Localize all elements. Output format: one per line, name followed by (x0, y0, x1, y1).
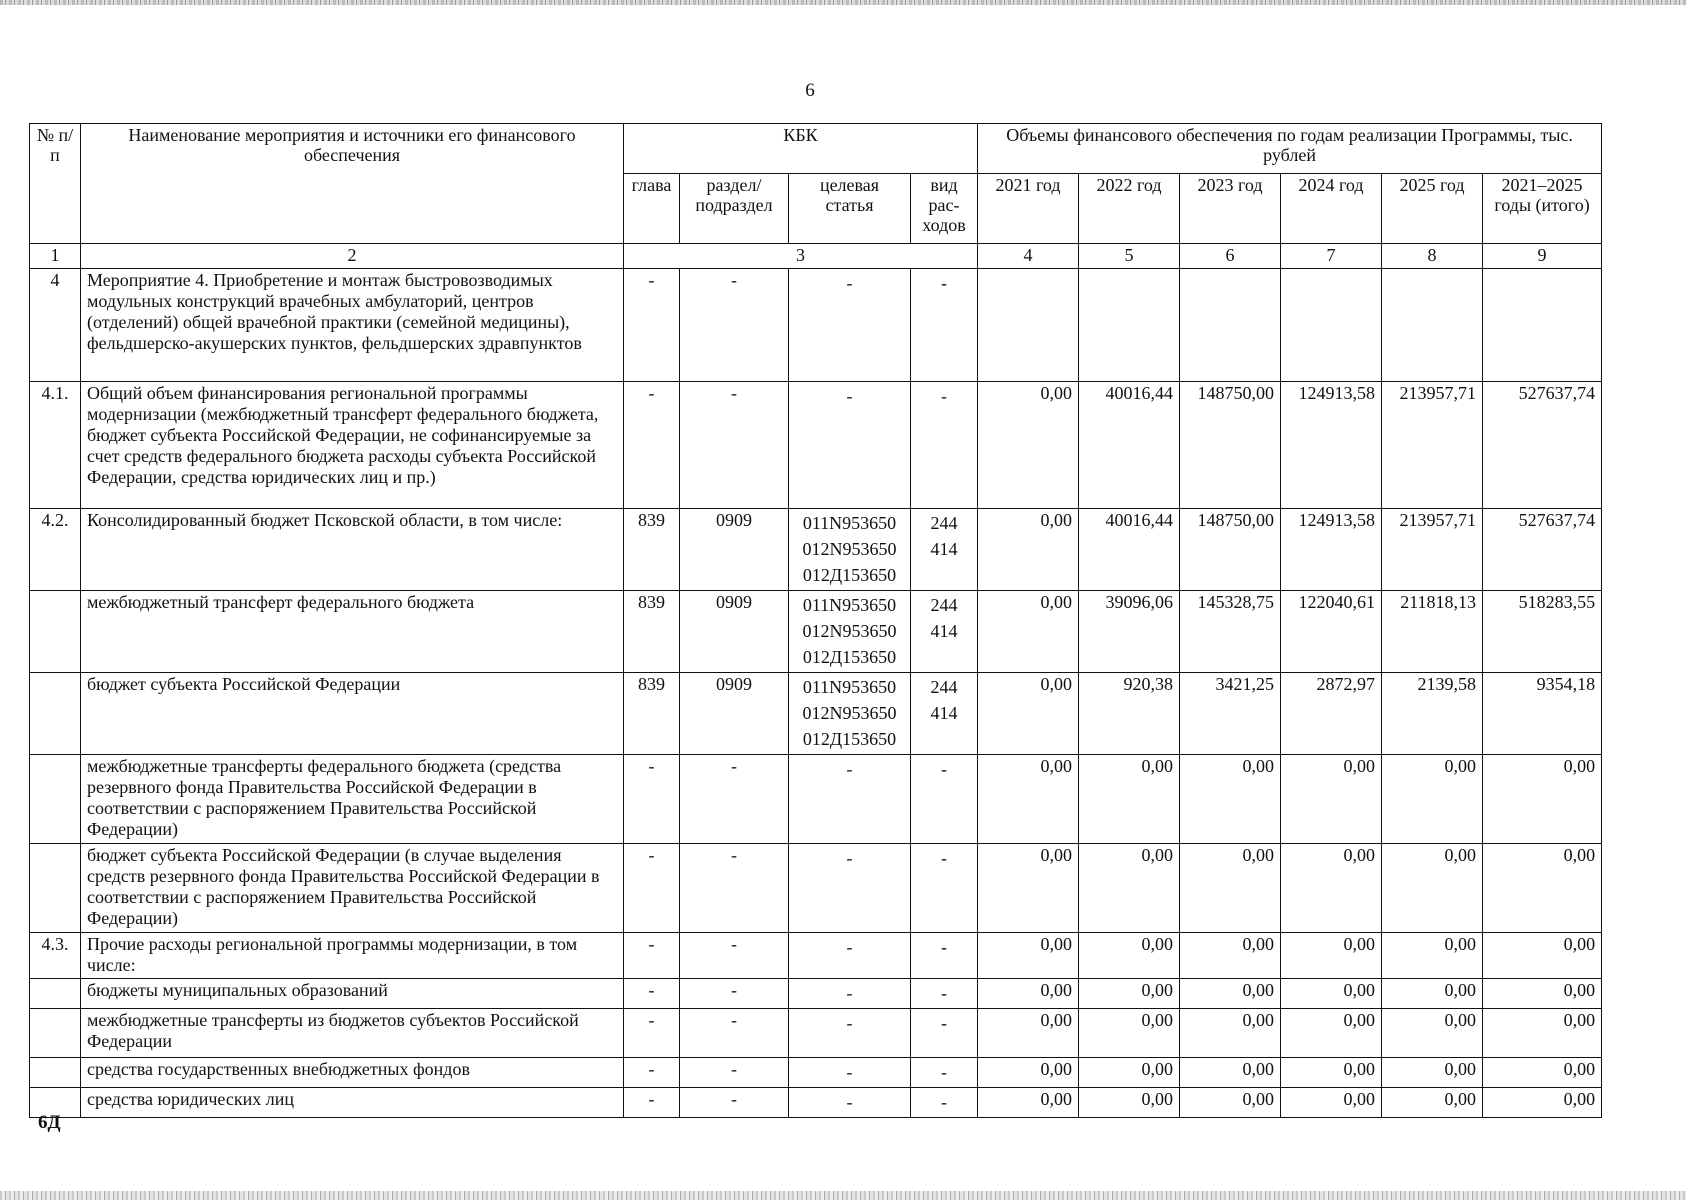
value-2024: 122040,61 (1281, 591, 1382, 673)
value-2025: 0,00 (1382, 1088, 1483, 1118)
column-number: 8 (1382, 244, 1483, 269)
footer-code: 6Д (38, 1112, 61, 1133)
header-year-2022: 2022 год (1079, 174, 1180, 244)
table-row (30, 1009, 1602, 1058)
header-vid: вид рас- ходов (911, 174, 978, 244)
value-2021: 0,00 (978, 509, 1079, 591)
value-2021: 0,00 (978, 933, 1079, 979)
table-row (30, 844, 1602, 933)
value-2021 (978, 269, 1079, 382)
value-2025: 0,00 (1382, 979, 1483, 1009)
kbk-celevaya (789, 269, 911, 382)
kbk-celevaya-line: 012N953650 (802, 621, 897, 641)
value-2021: 0,00 (978, 673, 1079, 755)
value-2023: 0,00 (1180, 933, 1281, 979)
kbk-vid-line: - (941, 759, 948, 779)
header-num: № п/п (30, 124, 81, 244)
row-name: Общий объем финансирования региональной программы модернизации (межбюджетный трансферт федерального бюджета, бюджет субъекта Российской Федерации, не софинансируемые за счет средств федерального бюджета расходы субъекта Российской Федерации, средства юридических лиц и пр.) (81, 382, 624, 509)
kbk-celevaya-line: 012N953650 (802, 539, 897, 559)
header-total: 2021–2025 годы (итого) (1483, 174, 1602, 244)
value-total: 9354,18 (1483, 673, 1602, 755)
column-number: 7 (1281, 244, 1382, 269)
kbk-celevaya-line: 012Д153650 (802, 647, 897, 667)
kbk-razdel: 0909 (680, 509, 789, 591)
value-total: 0,00 (1483, 979, 1602, 1009)
kbk-vid-line: 244 (930, 595, 958, 615)
kbk-glava: - (624, 1058, 680, 1088)
value-2022: 0,00 (1079, 979, 1180, 1009)
kbk-glava: - (624, 1088, 680, 1118)
kbk-vid (911, 844, 978, 933)
value-2024 (1281, 269, 1382, 382)
value-2025: 0,00 (1382, 755, 1483, 844)
value-2025: 213957,71 (1382, 382, 1483, 509)
kbk-glava: - (624, 269, 680, 382)
kbk-vid-line: 414 (930, 621, 958, 641)
column-number: 1 (30, 244, 81, 269)
kbk-celevaya (789, 979, 911, 1009)
table-row (30, 509, 1602, 591)
value-2023: 0,00 (1180, 1058, 1281, 1088)
kbk-glava: - (624, 755, 680, 844)
kbk-razdel: - (680, 1088, 789, 1118)
value-2024: 0,00 (1281, 1088, 1382, 1118)
value-2025: 0,00 (1382, 1009, 1483, 1058)
value-2023: 0,00 (1180, 844, 1281, 933)
kbk-glava: - (624, 979, 680, 1009)
row-name: бюджет субъекта Российской Федерации (в случае выделения средств резервного фонда Правительства Российской Федерации в соответствии с распоряжением Правительства Российской Федерации) (81, 844, 624, 933)
kbk-razdel: - (680, 269, 789, 382)
kbk-glava: - (624, 844, 680, 933)
table-row (30, 979, 1602, 1009)
row-number: 4 (30, 269, 81, 382)
kbk-celevaya (789, 673, 911, 755)
header-year-2024: 2024 год (1281, 174, 1382, 244)
kbk-vid-line: 414 (930, 703, 958, 723)
kbk-vid (911, 673, 978, 755)
value-2022 (1079, 269, 1180, 382)
kbk-vid (911, 933, 978, 979)
kbk-glava: - (624, 933, 680, 979)
table-row (30, 1058, 1602, 1088)
table-row (30, 382, 1602, 509)
kbk-razdel: - (680, 382, 789, 509)
kbk-celevaya-line: - (846, 848, 853, 868)
value-2022: 0,00 (1079, 1009, 1180, 1058)
value-2022: 40016,44 (1079, 509, 1180, 591)
kbk-celevaya-line: 011N953650 (802, 677, 897, 697)
row-number: 4.2. (30, 509, 81, 591)
column-number-row (30, 244, 1602, 269)
kbk-celevaya-line: - (846, 937, 853, 957)
value-2021: 0,00 (978, 755, 1079, 844)
kbk-celevaya (789, 755, 911, 844)
kbk-glava: 839 (624, 591, 680, 673)
kbk-vid-line: - (941, 1062, 948, 1082)
value-2024: 0,00 (1281, 1058, 1382, 1088)
value-total: 527637,74 (1483, 509, 1602, 591)
value-2023: 0,00 (1180, 755, 1281, 844)
table-row (30, 933, 1602, 979)
kbk-celevaya-line: - (846, 1062, 853, 1082)
kbk-vid (911, 979, 978, 1009)
row-name: средства государственных внебюджетных фондов (81, 1058, 624, 1088)
column-number: 6 (1180, 244, 1281, 269)
row-name: бюджет субъекта Российской Федерации (81, 673, 624, 755)
value-2021: 0,00 (978, 591, 1079, 673)
value-2021: 0,00 (978, 382, 1079, 509)
value-total (1483, 269, 1602, 382)
value-2023 (1180, 269, 1281, 382)
kbk-celevaya (789, 591, 911, 673)
value-2024: 0,00 (1281, 979, 1382, 1009)
header-row-top (30, 124, 1602, 174)
kbk-razdel: 0909 (680, 673, 789, 755)
kbk-vid-line: 244 (930, 677, 958, 697)
value-total: 0,00 (1483, 755, 1602, 844)
value-total: 518283,55 (1483, 591, 1602, 673)
value-total: 527637,74 (1483, 382, 1602, 509)
kbk-vid-line: - (941, 273, 948, 293)
kbk-glava: - (624, 382, 680, 509)
scan-edge-bottom (0, 1191, 1686, 1200)
value-2022: 0,00 (1079, 1058, 1180, 1088)
value-2023: 145328,75 (1180, 591, 1281, 673)
column-number: 4 (978, 244, 1079, 269)
value-2021: 0,00 (978, 1088, 1079, 1118)
value-2024: 124913,58 (1281, 382, 1382, 509)
row-name: бюджеты муниципальных образований (81, 979, 624, 1009)
kbk-vid (911, 382, 978, 509)
column-number: 9 (1483, 244, 1602, 269)
value-2025: 211818,13 (1382, 591, 1483, 673)
table-row (30, 673, 1602, 755)
value-total: 0,00 (1483, 1009, 1602, 1058)
value-2022: 0,00 (1079, 933, 1180, 979)
kbk-celevaya-line: - (846, 386, 853, 406)
row-number (30, 1058, 81, 1088)
value-2021: 0,00 (978, 1009, 1079, 1058)
row-number: 4.3. (30, 933, 81, 979)
kbk-vid-line: - (941, 1013, 948, 1033)
kbk-celevaya-line: 012Д153650 (802, 565, 897, 585)
kbk-razdel: - (680, 1009, 789, 1058)
value-2022: 39096,06 (1079, 591, 1180, 673)
kbk-celevaya-line: - (846, 1013, 853, 1033)
row-number (30, 673, 81, 755)
value-2022: 920,38 (1079, 673, 1180, 755)
kbk-vid-line: 414 (930, 539, 958, 559)
kbk-celevaya-line: 012Д153650 (802, 729, 897, 749)
kbk-razdel: - (680, 844, 789, 933)
table-row (30, 755, 1602, 844)
kbk-vid-line: - (941, 1092, 948, 1112)
value-2022: 0,00 (1079, 844, 1180, 933)
column-number: 5 (1079, 244, 1180, 269)
kbk-celevaya (789, 1009, 911, 1058)
value-2025: 0,00 (1382, 844, 1483, 933)
kbk-vid (911, 1058, 978, 1088)
header-glava: глава (624, 174, 680, 244)
value-2022: 40016,44 (1079, 382, 1180, 509)
value-2023: 3421,25 (1180, 673, 1281, 755)
kbk-celevaya-line: 011N953650 (802, 513, 897, 533)
value-2025: 2139,58 (1382, 673, 1483, 755)
table-row (30, 591, 1602, 673)
kbk-vid (911, 755, 978, 844)
kbk-razdel: - (680, 1058, 789, 1088)
kbk-celevaya-line: 012N953650 (802, 703, 897, 723)
kbk-razdel: 0909 (680, 591, 789, 673)
value-2024: 0,00 (1281, 933, 1382, 979)
header-name: Наименование мероприятия и источники его финансового обеспечения (81, 124, 624, 244)
header-celevaya: целевая статья (789, 174, 911, 244)
column-number: 3 (624, 244, 978, 269)
row-number (30, 755, 81, 844)
value-2025: 0,00 (1382, 1058, 1483, 1088)
kbk-vid (911, 269, 978, 382)
kbk-vid-line: 244 (930, 513, 958, 533)
value-2025 (1382, 269, 1483, 382)
kbk-celevaya (789, 382, 911, 509)
value-2025: 0,00 (1382, 933, 1483, 979)
kbk-celevaya (789, 1088, 911, 1118)
table-row (30, 269, 1602, 382)
row-number (30, 844, 81, 933)
header-year-2021: 2021 год (978, 174, 1079, 244)
value-2024: 124913,58 (1281, 509, 1382, 591)
financing-table (29, 123, 1602, 1118)
row-name: межбюджетные трансферты федерального бюджета (средства резервного фонда Правительства Российской Федерации в соответствии с распоряжением Правительства Российской Федерации) (81, 755, 624, 844)
kbk-celevaya-line: 011N953650 (802, 595, 897, 615)
kbk-vid (911, 509, 978, 591)
kbk-celevaya (789, 1058, 911, 1088)
value-2024: 0,00 (1281, 755, 1382, 844)
header-year-2023: 2023 год (1180, 174, 1281, 244)
value-2023: 0,00 (1180, 1088, 1281, 1118)
value-2024: 0,00 (1281, 844, 1382, 933)
value-2024: 0,00 (1281, 1009, 1382, 1058)
value-2023: 0,00 (1180, 1009, 1281, 1058)
table-row (30, 1088, 1602, 1118)
kbk-vid-line: - (941, 386, 948, 406)
kbk-vid-line: - (941, 848, 948, 868)
value-2022: 0,00 (1079, 1088, 1180, 1118)
value-total: 0,00 (1483, 844, 1602, 933)
value-2023: 0,00 (1180, 979, 1281, 1009)
header-razdel: раздел/ подраздел (680, 174, 789, 244)
row-name: Консолидированный бюджет Псковской области, в том числе: (81, 509, 624, 591)
value-2024: 2872,97 (1281, 673, 1382, 755)
kbk-razdel: - (680, 933, 789, 979)
header-year-2025: 2025 год (1382, 174, 1483, 244)
value-total: 0,00 (1483, 933, 1602, 979)
value-2021: 0,00 (978, 1058, 1079, 1088)
kbk-celevaya-line: - (846, 983, 853, 1003)
row-name: средства юридических лиц (81, 1088, 624, 1118)
kbk-vid (911, 1009, 978, 1058)
kbk-vid (911, 1088, 978, 1118)
kbk-celevaya-line: - (846, 1092, 853, 1112)
kbk-razdel: - (680, 979, 789, 1009)
kbk-vid (911, 591, 978, 673)
kbk-glava: 839 (624, 673, 680, 755)
value-total: 0,00 (1483, 1088, 1602, 1118)
value-2021: 0,00 (978, 979, 1079, 1009)
row-name: межбюджетный трансферт федерального бюджета (81, 591, 624, 673)
row-number (30, 591, 81, 673)
value-total: 0,00 (1483, 1058, 1602, 1088)
kbk-vid-line: - (941, 937, 948, 957)
kbk-celevaya (789, 509, 911, 591)
value-2022: 0,00 (1079, 755, 1180, 844)
kbk-razdel: - (680, 755, 789, 844)
scan-edge-top (0, 0, 1686, 5)
kbk-vid-line: - (941, 983, 948, 1003)
row-number (30, 1009, 81, 1058)
value-2023: 148750,00 (1180, 382, 1281, 509)
kbk-glava: 839 (624, 509, 680, 591)
value-2025: 213957,71 (1382, 509, 1483, 591)
header-volumes: Объемы финансового обеспечения по годам реализации Программы, тыс. рублей (978, 124, 1602, 174)
row-name: Прочие расходы региональной программы модернизации, в том числе: (81, 933, 624, 979)
kbk-celevaya (789, 844, 911, 933)
value-2021: 0,00 (978, 844, 1079, 933)
kbk-celevaya-line: - (846, 759, 853, 779)
row-name: межбюджетные трансферты из бюджетов субъектов Российской Федерации (81, 1009, 624, 1058)
kbk-glava: - (624, 1009, 680, 1058)
row-number: 4.1. (30, 382, 81, 509)
kbk-celevaya (789, 933, 911, 979)
kbk-celevaya-line: - (846, 273, 853, 293)
column-number: 2 (81, 244, 624, 269)
row-number (30, 979, 81, 1009)
value-2023: 148750,00 (1180, 509, 1281, 591)
header-kbk: КБК (624, 124, 978, 174)
row-name: Мероприятие 4. Приобретение и монтаж быстровозводимых модульных конструкций врачебных амбулаторий, центров (отделений) общей врачебной практики (семейной медицины), фельдшерско-акушерских пунктов, фельдшерских здравпунктов (81, 269, 624, 382)
page-number: 6 (805, 80, 815, 101)
